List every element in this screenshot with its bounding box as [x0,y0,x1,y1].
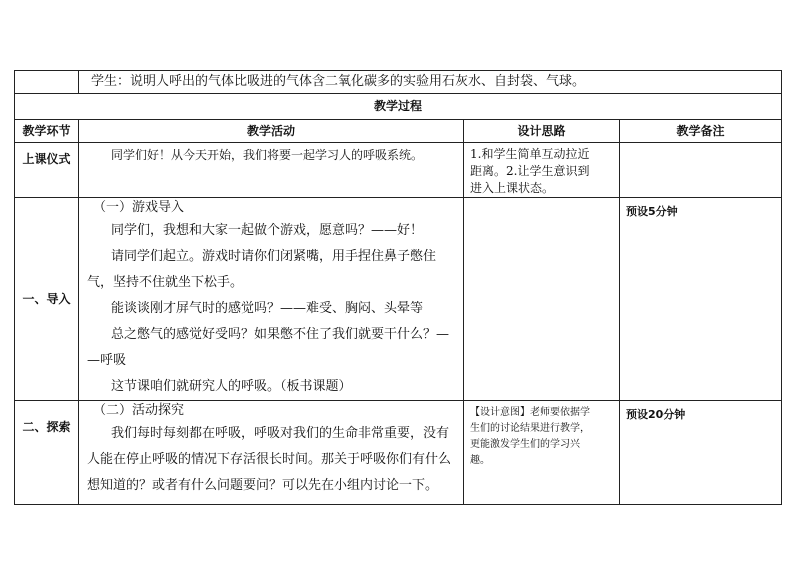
activity-line: 我们每时每刻都在呼吸，呼吸对我们的生命非常重要，没有 [111,426,450,441]
activity-line: 人能在停止呼吸的情况下存活很长时间。那关于呼吸你们有什么 [87,452,452,467]
design-explore [464,401,620,505]
table-row-intro [15,198,782,401]
section-heading: （二）活动探究 [93,403,185,418]
header-stage: 教学环节 [15,120,79,143]
header-remark: 教学备注 [620,120,782,143]
activity-intro [79,198,464,401]
header-row [15,120,782,143]
activity-line: 能谈谈刚才屏气时的感觉吗？——难受、胸闷、头晕等 [111,301,424,316]
stage-explore: 二、探索 [15,401,79,505]
design-opening [464,143,620,198]
lesson-plan-table [14,70,782,505]
section-heading: （一）游戏导入 [93,200,185,215]
table-row-explore [15,401,782,505]
activity-line: 同学们，我想和大家一起做个游戏，愿意吗？——好！ [111,223,424,238]
process-title: 教学过程 [15,94,782,120]
remark-opening [620,143,782,198]
activity-line: 气，坚持不住就坐下松手。 [87,275,244,290]
activity-line: 这节课咱们就研究人的呼吸。（板书课题） [111,379,352,394]
design-line: 【设计意图】老师要依据学 [470,407,590,418]
design-line: 生们的讨论结果进行教学， [470,423,590,434]
remark-intro: 预设5分钟 [620,198,782,401]
stage-intro: 一、导入 [15,198,79,401]
header-design: 设计思路 [464,120,620,143]
remark-explore: 预设20分钟 [620,401,782,505]
activity-line: 总之憋气的感觉好受吗？如果憋不住了我们就要干什么？— [111,327,450,342]
design-line: 距离。2.让学生意识到 [470,164,590,178]
activity-line: 想知道的？或者有什么问题要问？可以先在小组内讨论一下。 [87,478,439,493]
activity-explore [79,401,464,505]
design-line: 趣。 [470,455,490,466]
design-line: 更能激发学生们的学习兴 [470,439,580,450]
design-intro [464,198,620,401]
activity-line: 请同学们起立。游戏时请你们闭紧嘴，用手捏住鼻子憋住 [111,249,437,264]
materials-cell [79,71,782,94]
table-row-opening [15,143,782,198]
materials-row [15,71,782,94]
activity-opening [79,143,464,198]
activity-line: —呼吸 [87,353,127,368]
activity-opening-text: 同学们好！从今天开始，我们将要一起学习人的呼吸系统。 [111,148,424,162]
design-line: 1.和学生简单互动拉近 [470,147,590,161]
design-line: 进入上课状态。 [470,181,555,195]
materials-label-cell [15,71,79,94]
stage-opening: 上课仪式 [15,143,79,198]
header-activity: 教学活动 [79,120,464,143]
materials-text: 学生：说明人呼出的气体比吸进的气体含二氧化碳多的实验用石灰水、自封袋、气球。 [91,74,586,89]
process-title-row [15,94,782,120]
